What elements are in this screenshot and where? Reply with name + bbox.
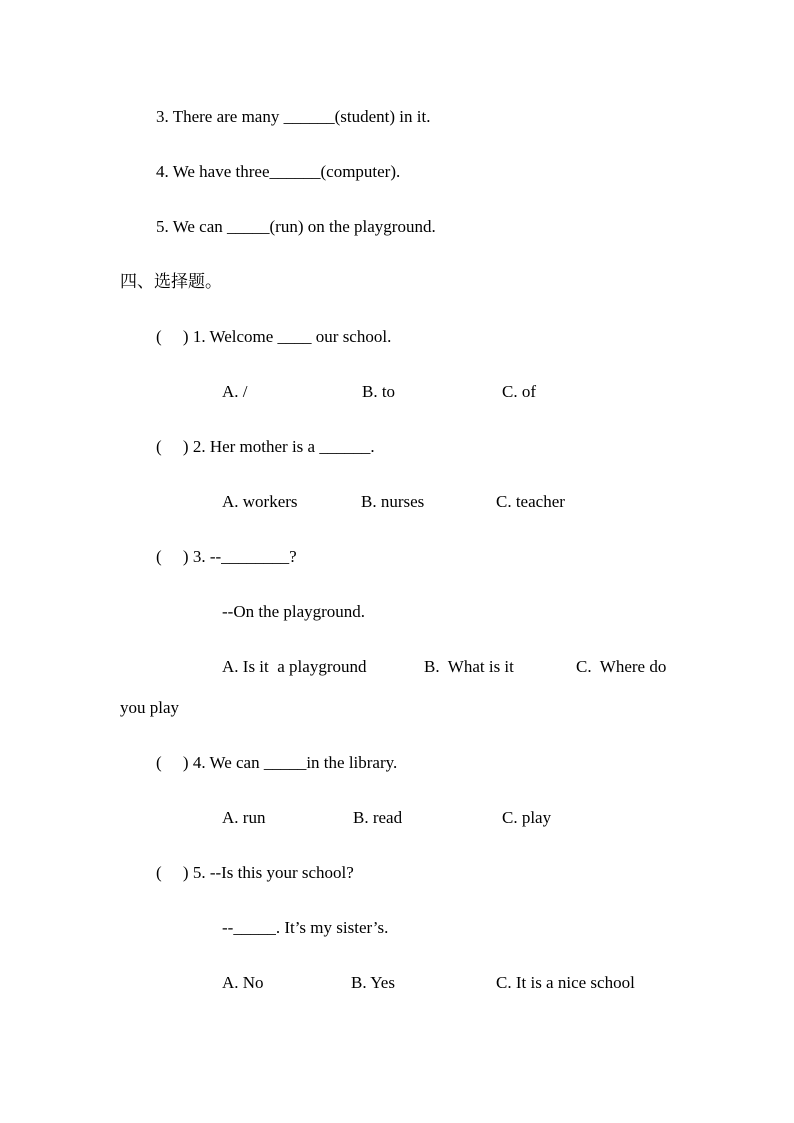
question-5-answer-line: --_____. It’s my sister’s. xyxy=(222,918,389,937)
fill-item-5: 5. We can _____(run) on the playground. xyxy=(156,217,436,236)
question-1-stem: ( ) 1. Welcome ____ our school. xyxy=(156,327,392,346)
question-2-stem: ( ) 2. Her mother is a ______. xyxy=(156,437,375,456)
question-5-option-a: A. No xyxy=(222,973,264,992)
question-4-option-a: A. run xyxy=(222,808,266,827)
question-2-option-b: B. nurses xyxy=(361,492,425,511)
question-4-stem: ( ) 4. We can _____in the library. xyxy=(156,753,398,772)
section-title: 四、选择题。 xyxy=(120,272,222,291)
question-2-option-c: C. teacher xyxy=(496,492,565,511)
question-1-option-a: A. / xyxy=(222,382,248,401)
question-4-option-c: C. play xyxy=(502,808,552,827)
fill-item-4: 4. We have three______(computer). xyxy=(156,162,401,181)
question-4-option-b: B. read xyxy=(353,808,403,827)
question-3-stem: ( ) 3. --________? xyxy=(156,547,297,566)
question-1-option-b: B. to xyxy=(362,382,396,401)
question-3-option-b: B. What is it xyxy=(424,657,514,676)
question-5-option-b: B. Yes xyxy=(351,973,395,992)
question-3-option-a: A. Is it a playground xyxy=(222,657,367,676)
question-5-option-c: C. It is a nice school xyxy=(496,973,635,992)
question-5-stem: ( ) 5. --Is this your school? xyxy=(156,863,354,882)
question-2-option-a: A. workers xyxy=(222,492,298,511)
question-3-option-c-wrap: you play xyxy=(120,698,180,717)
question-3-answer-line: --On the playground. xyxy=(222,602,366,621)
question-1-option-c: C. of xyxy=(502,382,536,401)
question-3-option-c: C. Where do xyxy=(576,657,667,676)
fill-item-3: 3. There are many ______(student) in it. xyxy=(156,107,431,126)
